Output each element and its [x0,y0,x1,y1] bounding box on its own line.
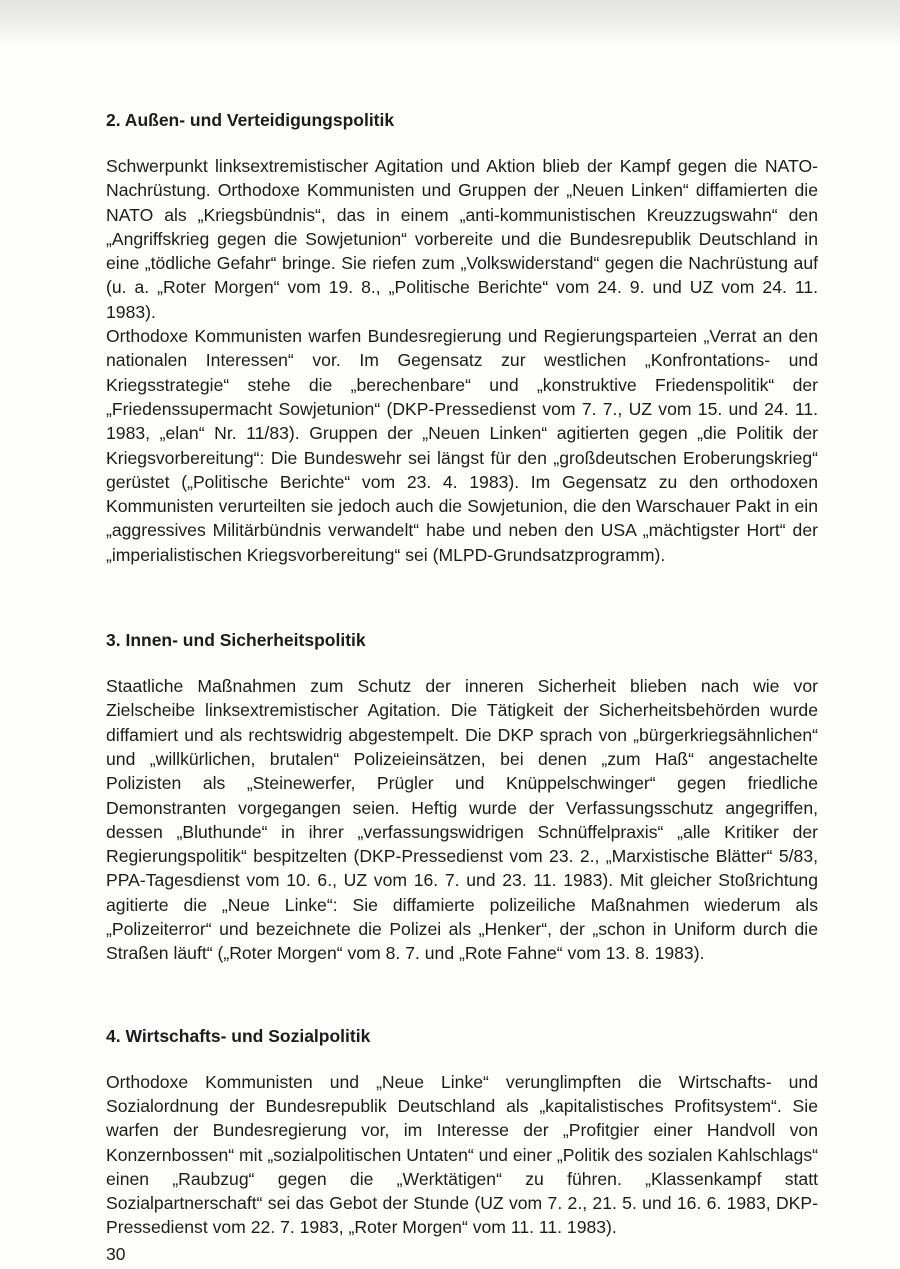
section-spacer [106,567,818,628]
section-spacer [106,966,818,1024]
page-number: 30 [106,1244,126,1264]
section-foreign-defense-policy [106,108,818,567]
paragraph: Orthodoxe Kommunisten warfen Bundesregierung und Regierungsparteien „Verrat an den nationalen Interessen“ vor. Im Gegensatz zur westlichen „Konfrontations- und Kriegsstrategie“ stehe die „berechenbare“ und „konstruktive Friedenspolitik“ der „Friedenssupermacht Sowjetunion“ (DKP-Pressedienst vom 7. 7., UZ vom 15. und 24. 11. 1983, „elan“ Nr. 11/83). Gruppen der „Neuen Linken“ agitierten gegen „die Politik der Kriegsvorbereitung“: Die Bundeswehr sei längst für den „großdeutschen Eroberungskrieg“ gerüstet („Politische Berichte“ vom 23. 4. 1983). Im Gegensatz zu den orthodoxen Kommunisten verurteilten sie jedoch auch die Sowjetunion, die den Warschauer Pakt in ein „aggressives Militärbündnis verwandelt“ habe und neben den USA „mächtigster Hort“ der „imperialistischen Kriegsvorbereitung“ sei (MLPD-Grundsatzprogramm). [106,326,818,565]
document-page [106,108,818,1240]
paragraph: Schwerpunkt linksextremistischer Agitation und Aktion blieb der Kampf gegen die NATO-Nachrüstung. Orthodoxe Kommunisten und Gruppen der „Neuen Linken“ diffamierten die NATO als „Kriegsbündnis“, das in einem „anti-kommunistischen Kreuzzugswahn“ den „Angriffskrieg gegen die Sowjetunion“ vorbereite und die Bundesrepublik Deutschland in eine „tödliche Gefahr“ bringe. Sie riefen zum „Volkswiderstand“ gegen die Nachrüstung auf (u. a. „Roter Morgen“ vom 19. 8., „Politische Berichte“ vom 24. 9. und UZ vom 24. 11. 1983). [106,156,818,322]
scan-edge-shadow [0,0,900,46]
section-domestic-security-policy [106,628,818,966]
section-heading: 2. Außen- und Verteidigungspolitik [106,110,395,130]
section-heading: 3. Innen- und Sicherheitspolitik [106,630,366,651]
section-heading: 4. Wirtschafts- und Sozialpolitik [106,1025,371,1046]
paragraph: Orthodoxe Kommunisten und „Neue Linke“ verunglimpften die Wirtschafts- und Sozialordnung der Bundesrepublik Deutschland als „kapitalistisches Profitsystem“. Sie warfen der Bundesregierung vor, im Interesse der „Profitgier einer Handvoll von Konzernbossen“ mit „sozialpolitischen Untaten“ und einer „Politik des sozialen Kahlschlags“ einen „Raubzug“ gegen die „Werktätigen“ zu führen. „Klassenkampf statt Sozialpartnerschaft“ sei das Gebot der Stunde (UZ vom 7. 2., 21. 5. und 16. 6. 1983, DKP-Pressedienst vom 22. 7. 1983, „Roter Morgen“ vom 11. 11. 1983). [106,1071,818,1238]
section-economic-social-policy [106,1024,818,1240]
paragraph: Staatliche Maßnahmen zum Schutz der inneren Sicherheit blieben nach wie vor Zielscheibe linksextremistischer Agitation. Die Tätigkeit der Sicherheitsbehörden wurde diffamiert und als rechtswidrig abgestempelt. Die DKP sprach von „bürgerkriegsähnlichen“ und „willkürlichen, brutalen“ Polizeieinsätzen, bei denen „zum Haß“ angestachelte Polizisten als „Steinewerfer, Prügler und Knüppelschwinger“ gegen friedliche Demonstranten vorgegangen seien. Heftig wurde der Verfassungsschutz angegriffen, dessen „Bluthunde“ in ihrer „verfassungswidrigen Schnüffelpraxis“ „alle Kritiker der Regierungspolitik“ bespitzelten (DKP-Pressedienst vom 23. 2., „Marxistische Blätter“ 5/83, PPA-Tagesdienst vom 10. 6., UZ vom 16. 7. und 23. 11. 1983). Mit gleicher Stoßrichtung agitierte die „Neue Linke“: Sie diffamierte polizeiliche Maßnahmen wiederum als „Polizeiterror“ und bezeichnete die Polizei als „Henker“, der „schon in Uniform durch die Straßen läuft“ („Roter Morgen“ vom 8. 7. und „Rote Fahne“ vom 13. 8. 1983). [106,676,818,964]
